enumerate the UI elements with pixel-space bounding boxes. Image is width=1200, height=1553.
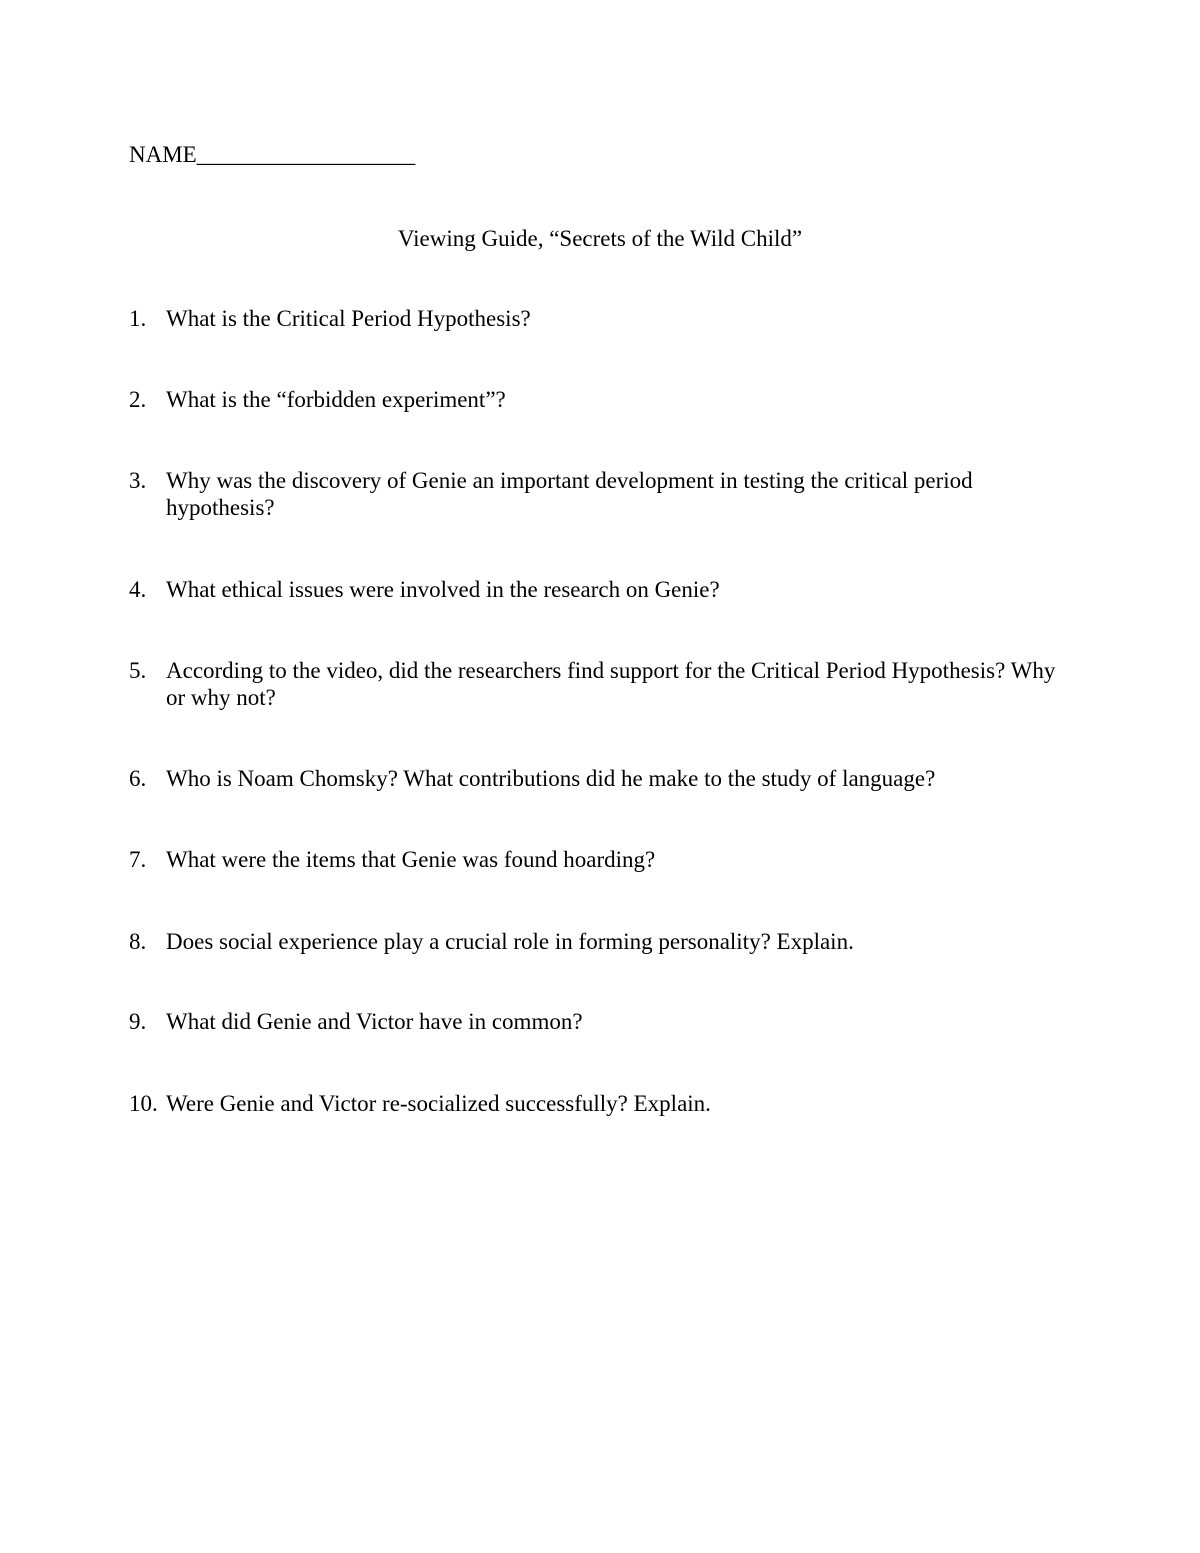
question-text: Does social experience play a crucial role in forming personality? Explain. xyxy=(166,929,854,954)
question-text: What ethical issues were involved in the research on Genie? xyxy=(166,577,720,602)
question-number: 10. xyxy=(129,1091,158,1116)
question-item xyxy=(129,576,1059,603)
question-number: 7. xyxy=(129,847,147,872)
question-text: Who is Noam Chomsky? What contributions did he make to the study of language? xyxy=(166,766,936,791)
question-text: Why was the discovery of Genie an important development in testing the critical period hypothesis? xyxy=(166,468,973,520)
question-item xyxy=(129,386,1059,413)
page-title: Viewing Guide, “Secrets of the Wild Child” xyxy=(397,226,803,251)
question-number: 4. xyxy=(129,577,147,602)
question-number: 1. xyxy=(129,306,147,331)
question-text: What were the items that Genie was found hoarding? xyxy=(166,847,656,872)
question-item xyxy=(129,467,1059,521)
question-text: According to the video, did the researchers find support for the Critical Period Hypothesis? Why or why not? xyxy=(166,658,1056,710)
question-number: 8. xyxy=(129,929,147,954)
question-item xyxy=(129,1008,1059,1035)
question-number: 5. xyxy=(129,658,147,683)
question-item xyxy=(129,928,1059,955)
question-text: What is the Critical Period Hypothesis? xyxy=(166,306,531,331)
question-item xyxy=(129,846,1059,873)
question-number: 9. xyxy=(129,1009,147,1034)
question-item xyxy=(129,1090,1059,1117)
question-number: 2. xyxy=(129,387,147,412)
question-number: 3. xyxy=(129,468,147,493)
question-item xyxy=(129,765,1059,792)
question-item xyxy=(129,657,1059,711)
question-number: 6. xyxy=(129,766,147,791)
question-item xyxy=(129,305,1059,332)
name-field-label: NAME___________________ xyxy=(129,142,416,167)
question-text: Were Genie and Victor re-socialized successfully? Explain. xyxy=(166,1091,711,1116)
question-text: What is the “forbidden experiment”? xyxy=(166,387,506,412)
question-text: What did Genie and Victor have in common? xyxy=(166,1009,583,1034)
